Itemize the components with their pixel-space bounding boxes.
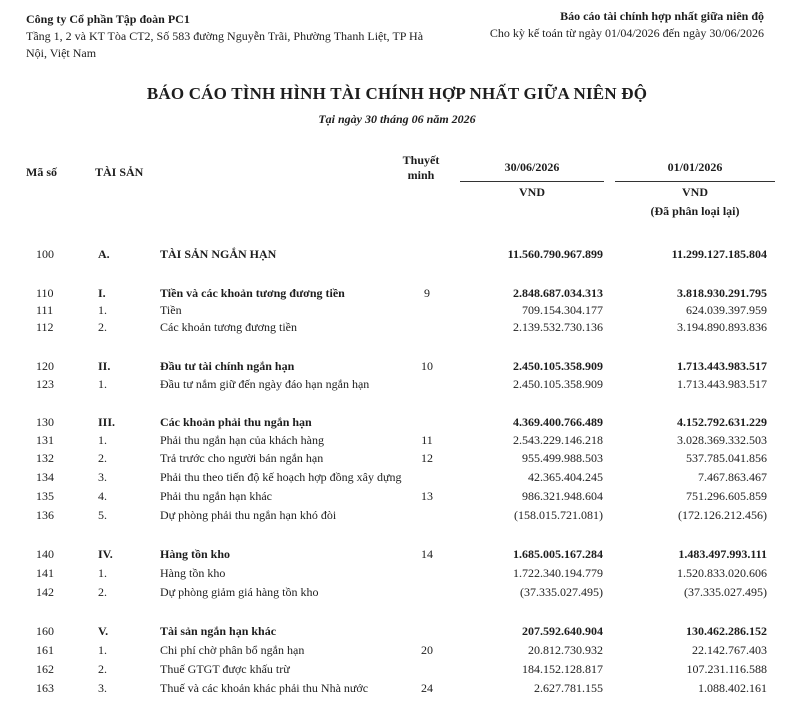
row-name: Phải thu ngắn hạn của khách hàng [160,433,324,447]
row-section: 1. [98,377,107,391]
row-name: Thuế GTGT được khấu trừ [160,662,290,676]
table-row [0,642,794,658]
row-value-current: (158.015.721.081) [514,508,603,522]
col-header-note [396,153,446,183]
row-note: 10 [421,359,433,373]
row-value-current: (37.335.027.495) [520,585,603,599]
row-code: 130 [36,415,54,429]
row-code: 111 [36,303,54,317]
report-name: Báo cáo tài chính hợp nhất giữa niên độ [560,9,764,23]
row-section: I. [98,286,106,300]
row-value-current: 184.152.128.817 [522,662,603,676]
row-value-prior: (172.126.212.456) [678,508,767,522]
table-row [0,319,794,335]
table-row [0,302,794,318]
col-header-reclass: (Đã phân loại lại) [650,204,740,218]
row-section: 2. [98,320,107,334]
row-value-current: 11.560.790.967.899 [507,247,603,261]
company-address-line1: Tầng 1, 2 và KT Tòa CT2, Số 583 đường Nguyễn Trãi, Phường Thanh Liệt, TP Hà [26,29,424,43]
row-code: 141 [36,566,54,580]
table-row [0,246,794,262]
company-header [26,11,456,62]
row-code: 140 [36,547,54,561]
row-value-prior: 7.467.863.467 [698,470,767,484]
row-name: Hàng tồn kho [160,547,231,561]
row-code: 160 [36,624,54,638]
row-section: V. [98,624,109,638]
row-value-prior: 22.142.767.403 [692,643,767,657]
table-row [0,358,794,374]
row-code: 110 [36,286,54,300]
row-code: 135 [36,489,54,503]
row-name: Dự phòng phải thu ngắn hạn khó đòi [160,508,337,522]
row-name: Hàng tồn kho [160,566,226,580]
table-row [0,450,794,466]
row-section: II. [98,359,111,373]
row-value-prior: 1.483.497.993.111 [678,547,767,561]
row-value-prior: 751.296.605.859 [686,489,767,503]
row-code: 142 [36,585,54,599]
company-address-line2: Nội, Việt Nam [26,46,97,60]
row-note: 20 [421,643,433,657]
row-value-prior: 1.713.443.983.517 [677,359,767,373]
table-row [0,285,794,301]
table-row [0,376,794,392]
row-value-current: 709.154.304.177 [522,303,603,317]
company-name: Công ty Cổ phần Tập đoàn PC1 [26,12,190,26]
row-name: Phải thu theo tiến độ kế hoạch hợp đồng xây dựng [160,470,402,484]
row-section: A. [98,247,110,261]
row-code: 120 [36,359,54,373]
table-row [0,680,794,696]
row-value-current: 986.321.948.604 [522,489,603,503]
row-value-current: 2.543.229.146.218 [513,433,603,447]
row-name: Tiền và các khoản tương đương tiền [160,286,345,300]
row-name: Tài sản ngắn hạn khác [160,624,277,638]
col-header-divider-2 [615,181,775,182]
row-note: 9 [424,286,430,300]
row-code: 161 [36,643,54,657]
row-code: 131 [36,433,54,447]
report-period: Cho kỳ kế toán từ ngày 01/04/2026 đến ngày 30/06/2026 [489,26,764,40]
report-header [434,8,764,42]
row-section: 5. [98,508,107,522]
row-code: 134 [36,470,54,484]
row-code: 162 [36,662,54,676]
row-value-current: 1.685.005.167.284 [513,547,603,561]
row-name: Dự phòng giảm giá hàng tồn kho [160,585,319,599]
table-row [0,623,794,639]
row-name: TÀI SẢN NGẮN HẠN [160,247,277,261]
row-value-current: 2.848.687.034.313 [513,286,603,300]
row-name: Tiền [160,303,182,317]
row-code: 112 [36,320,54,334]
row-value-current: 2.627.781.155 [534,681,603,695]
col-header-date2: 01/01/2026 [667,160,723,174]
row-value-current: 20.812.730.932 [528,643,603,657]
row-value-prior: 3.028.369.332.503 [677,433,767,447]
row-code: 132 [36,451,54,465]
table-row [0,584,794,600]
row-section: 4. [98,489,107,503]
col-header-divider-1 [460,181,604,182]
row-section: IV. [98,547,113,561]
row-note: 13 [421,489,433,503]
table-row [0,546,794,562]
row-value-prior: 130.462.286.152 [686,624,767,638]
row-value-prior: 3.194.890.893.836 [677,320,767,334]
row-section: 2. [98,585,107,599]
table-row [0,469,794,485]
row-section: 2. [98,451,107,465]
row-name: Phải thu ngắn hạn khác [160,489,272,503]
row-value-prior: 4.152.792.631.229 [677,415,767,429]
row-value-prior: 537.785.041.856 [686,451,767,465]
table-row [0,565,794,581]
row-value-current: 955.499.988.503 [522,451,603,465]
row-code: 136 [36,508,54,522]
row-section: 1. [98,433,107,447]
row-value-current: 4.369.400.766.489 [513,415,603,429]
table-row [0,432,794,448]
row-section: 1. [98,566,107,580]
row-section: 3. [98,681,107,695]
table-row [0,507,794,523]
row-code: 100 [36,247,54,261]
row-section: III. [98,415,116,429]
table-row [0,488,794,504]
row-note: 24 [421,681,433,695]
col-header-assets: TÀI SẢN [95,165,144,179]
row-value-current: 2.450.105.358.909 [513,359,603,373]
col-header-code: Mã số [26,165,57,179]
row-note: 12 [421,451,433,465]
row-name: Thuế và các khoản khác phải thu Nhà nước [160,681,369,695]
row-code: 123 [36,377,54,391]
row-name: Chi phí chờ phân bổ ngắn hạn [160,643,305,657]
table-row [0,414,794,430]
row-section: 1. [98,643,107,657]
row-name: Trả trước cho người bán ngắn hạn [160,451,324,465]
table-row [0,661,794,677]
row-value-prior: 624.039.397.959 [686,303,767,317]
col-header-currency2: VND [682,185,708,199]
row-value-current: 42.365.404.245 [528,470,603,484]
row-value-prior: 11.299.127.185.804 [671,247,767,261]
row-code: 163 [36,681,54,695]
row-section: 2. [98,662,107,676]
row-note: 11 [421,433,433,447]
col-header-note-line2: minh [407,168,435,182]
row-value-prior: 3.818.930.291.795 [677,286,767,300]
row-section: 3. [98,470,107,484]
row-value-current: 2.139.532.730.136 [513,320,603,334]
row-name: Đầu tư nắm giữ đến ngày đáo hạn ngắn hạn [160,377,370,391]
col-header-date1: 30/06/2026 [504,160,560,174]
col-header-note-line1: Thuyết [402,153,440,167]
page-title: BÁO CÁO TÌNH HÌNH TÀI CHÍNH HỢP NHẤT GIỮA NIÊN ĐỘ [146,84,648,103]
row-value-current: 2.450.105.358.909 [513,377,603,391]
row-note: 14 [421,547,433,561]
row-value-prior: 1.088.402.161 [698,681,767,695]
row-value-current: 207.592.640.904 [522,624,603,638]
row-name: Đầu tư tài chính ngắn hạn [160,359,295,373]
row-name: Các khoản phải thu ngắn hạn [160,415,312,429]
row-section: 1. [98,303,107,317]
row-name: Các khoản tương đương tiền [160,320,298,334]
row-value-prior: 107.231.116.588 [686,662,767,676]
row-value-current: 1.722.340.194.779 [513,566,603,580]
row-value-prior: 1.520.833.020.606 [677,566,767,580]
row-value-prior: 1.713.443.983.517 [677,377,767,391]
col-header-currency1: VND [519,185,545,199]
page-subtitle: Tại ngày 30 tháng 06 năm 2026 [318,112,476,126]
row-value-prior: (37.335.027.495) [684,585,767,599]
